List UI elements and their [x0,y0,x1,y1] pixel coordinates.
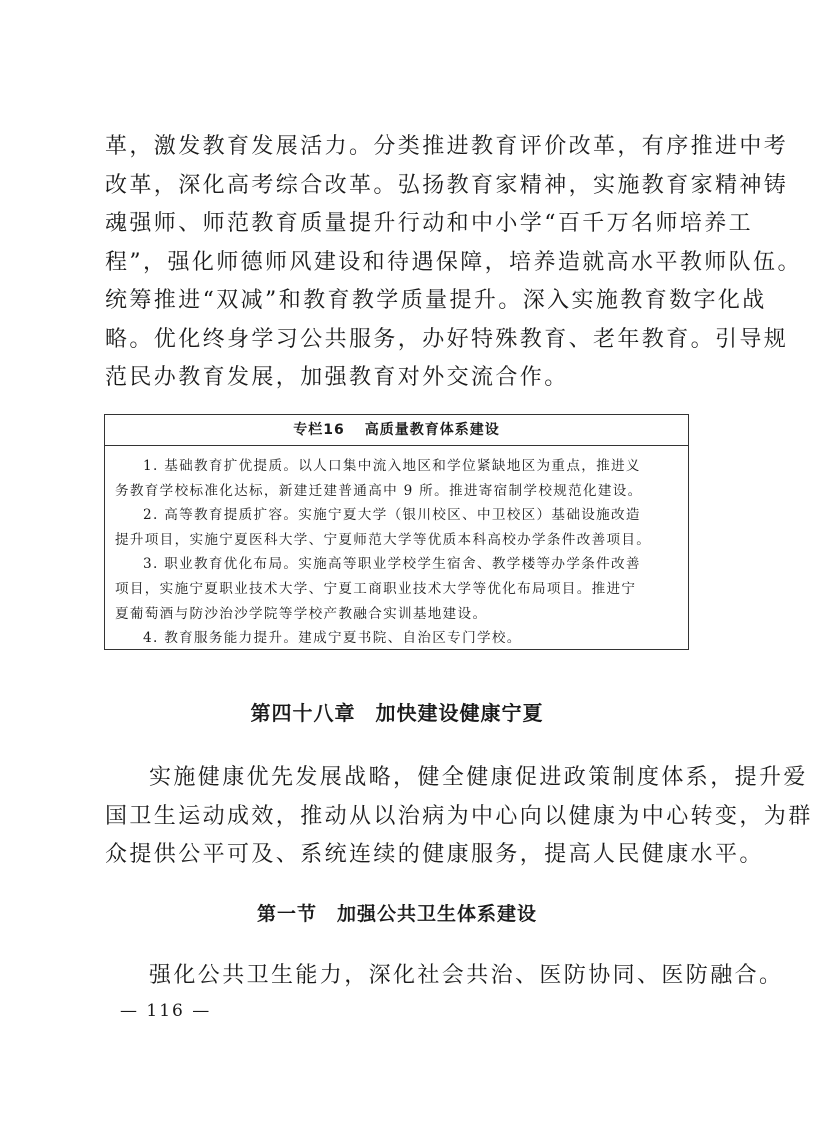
chapter-title: 加快建设健康宁夏 [375,701,544,725]
box-line: 项目，实施宁夏职业技术大学、宁夏工商职业技术大学等优化布局项目。推进宁 [115,580,637,597]
paragraph-line: 国卫生运动成效，推动从以治病为中心向以健康为中心转变，为群 [105,803,813,829]
section-intro-paragraph [105,957,784,996]
box-line: 3. 职业教育优化布局。实施高等职业学校学生宿舍、教学楼等办学条件改善 [143,556,641,573]
box-line: 提升项目，实施宁夏医科大学、宁夏师范大学等优质本科高校办学条件改善项目。 [115,531,652,548]
chapter-number: 第四十八章 [250,701,356,725]
feature-box-heading: 高质量教育体系建设 [364,422,500,438]
box-line: 4. 教育服务能力提升。建成宁夏书院、自治区专门学校。 [143,630,522,647]
paragraph-line: 改革，深化高考综合改革。弘扬教育家精神，实施教育家精神铸 [105,172,789,198]
intro-paragraph [105,128,802,398]
paragraph-line: 强化公共卫生能力，深化社会共治、医防协同、医防融合。 [149,963,784,988]
paragraph-line: 统筹推进“双减”和教育教学质量提升。深入实施教育数字化战 [105,288,767,313]
section-heading [0,897,794,931]
paragraph-line: 程”，强化师德师风建设和待遇保障，培养造就高水平教师队伍。 [105,249,802,275]
feature-box-body [105,446,688,651]
box-line: 2. 高等教育提质扩容。实施宁夏大学（银川校区、中卫校区）基础设施改造 [143,507,641,524]
box-line: 务教育学校标准化达标，新建迁建普通高中 9 所。推进寄宿制学校规范化建设。 [115,482,643,499]
feature-box-label: 专栏16 [293,422,345,438]
paragraph-line: 实施健康优先发展战略，健全健康促进政策制度体系，提升爱 [149,765,808,790]
box-line: 夏葡萄酒与防沙治沙学院等学校产教融合实训基地建设。 [115,605,488,622]
chapter-intro-paragraph [105,759,813,875]
section-number: 第一节 [256,903,317,925]
paragraph-line: 范民办教育发展，加强教育对外交流合作。 [105,365,569,390]
feature-box [104,414,689,650]
paragraph-line: 略。优化终身学习公共服务，办好特殊教育、老年教育。引导规 [105,326,789,352]
paragraph-line: 魂强师、师范教育质量提升行动和中小学“百千万名师培养工 [105,211,754,236]
paragraph-line: 众提供公平可及、系统连续的健康服务，提高人民健康水平。 [105,842,764,867]
chapter-heading [0,696,794,730]
page-number: — 116 — [120,1001,212,1021]
box-line: 1. 基础教育扩优提质。以人口集中流入地区和学位紧缺地区为重点，推进义 [143,458,641,474]
feature-box-title [105,415,688,446]
paragraph-line: 革，激发教育发展活力。分类推进教育评价改革，有序推进中考 [105,134,789,159]
section-title: 加强公共卫生体系建设 [337,903,538,925]
